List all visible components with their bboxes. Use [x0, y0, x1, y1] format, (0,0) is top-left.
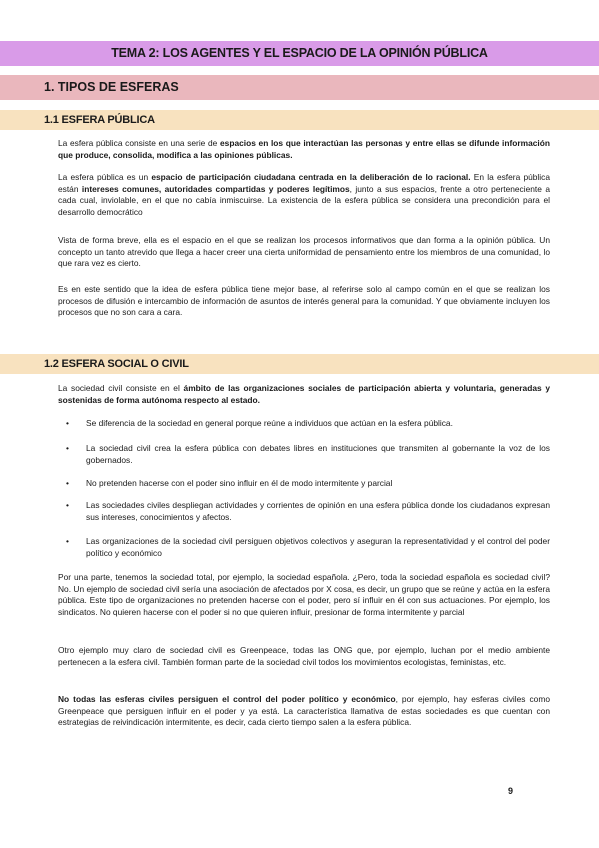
paragraph: La esfera pública es un espacio de participación ciudadana centrada en la deliberación de lo racional. En la esfera pública están intereses comunes, autoridades compartidas y poderes legítimos, junto a sus espacios, frente a otro perteneciente a cada cual, inviolable, en el que no cabía inmiscuirse. La existencia de la esfera pública se considera una precondición para el desarrollo democrático — [58, 172, 550, 217]
bullet-icon: • — [66, 478, 69, 488]
subsection-heading-esfera-publica: 1.1 ESFERA PÚBLICA — [0, 110, 599, 130]
bullet-icon: • — [66, 500, 69, 510]
paragraph: Vista de forma breve, ella es el espacio en el que se realizan los procesos informativos que dan forma a la opinión pública. Un concepto un tanto atrevido que llega a hacer creer una cierta uniformidad de pensamiento entre los miembros de una comunidad, lo que rara vez es cierto. — [58, 235, 550, 269]
paragraph: No todas las esferas civiles persiguen el control del poder político y económico, por ejemplo, hay esferas civiles como Greenpeace que persiguen influir en el poder y ya está. La característica llamativa de estas sociedades es que cuentan con estrategias de reivindicación intermitente, es decir, cada cierto tiempo salen a la esfera pública. — [58, 694, 550, 728]
bullet-icon: • — [66, 418, 69, 428]
paragraph: Otro ejemplo muy claro de sociedad civil es Greenpeace, todas las ONG que, por ejemplo, luchan por el medio ambiente pertenecen a la esfera civil. También forman parte de la sociedad civil todos los movimientos ecologistas, feministas, etc. — [58, 645, 550, 667]
bullet-icon: • — [66, 536, 69, 546]
paragraph: La esfera pública consiste en una serie de espacios en los que interactúan las personas y entre ellas se difunde información que produce, consolida, modifica a las opiniones públicas. — [58, 138, 550, 160]
page-number: 9 — [508, 786, 514, 796]
document-title: TEMA 2: LOS AGENTES Y EL ESPACIO DE LA OPINIÓN PÚBLICA — [0, 41, 599, 66]
paragraph: Es en este sentido que la idea de esfera pública tiene mejor base, al referirse solo al campo común en el que se realizan los procesos de difusión e intercambio de información de asuntos de interés general para la comunidad. Y que obviamente incluyen los procesos que no son cara a cara. — [58, 284, 550, 318]
subsection-heading-esfera-social: 1.2 ESFERA SOCIAL O CIVIL — [0, 354, 599, 374]
paragraph: La sociedad civil consiste en el ámbito de las organizaciones sociales de participación abierta y voluntaria, generadas y sostenidas de forma autónoma respecto al estado. — [58, 383, 550, 405]
section-heading: 1. TIPOS DE ESFERAS — [0, 75, 599, 100]
bullet-icon: • — [66, 443, 69, 453]
paragraph: Por una parte, tenemos la sociedad total, por ejemplo, la sociedad española. ¿Pero, toda la sociedad española es sociedad civil? No. Un ejemplo de sociedad civil sería una asociación de afectados por X cosa, es decir, un grupo que se reúne y actúa en la esfera pública. Este tipo de organizaciones no pretenden hacerse con el poder, pero sí influir en él con sus actuaciones. Por ejemplo, los sindicatos. No quieren hacerse con el poder si no que quieren influir, presionar de forma intermitente y parcial — [58, 572, 550, 617]
